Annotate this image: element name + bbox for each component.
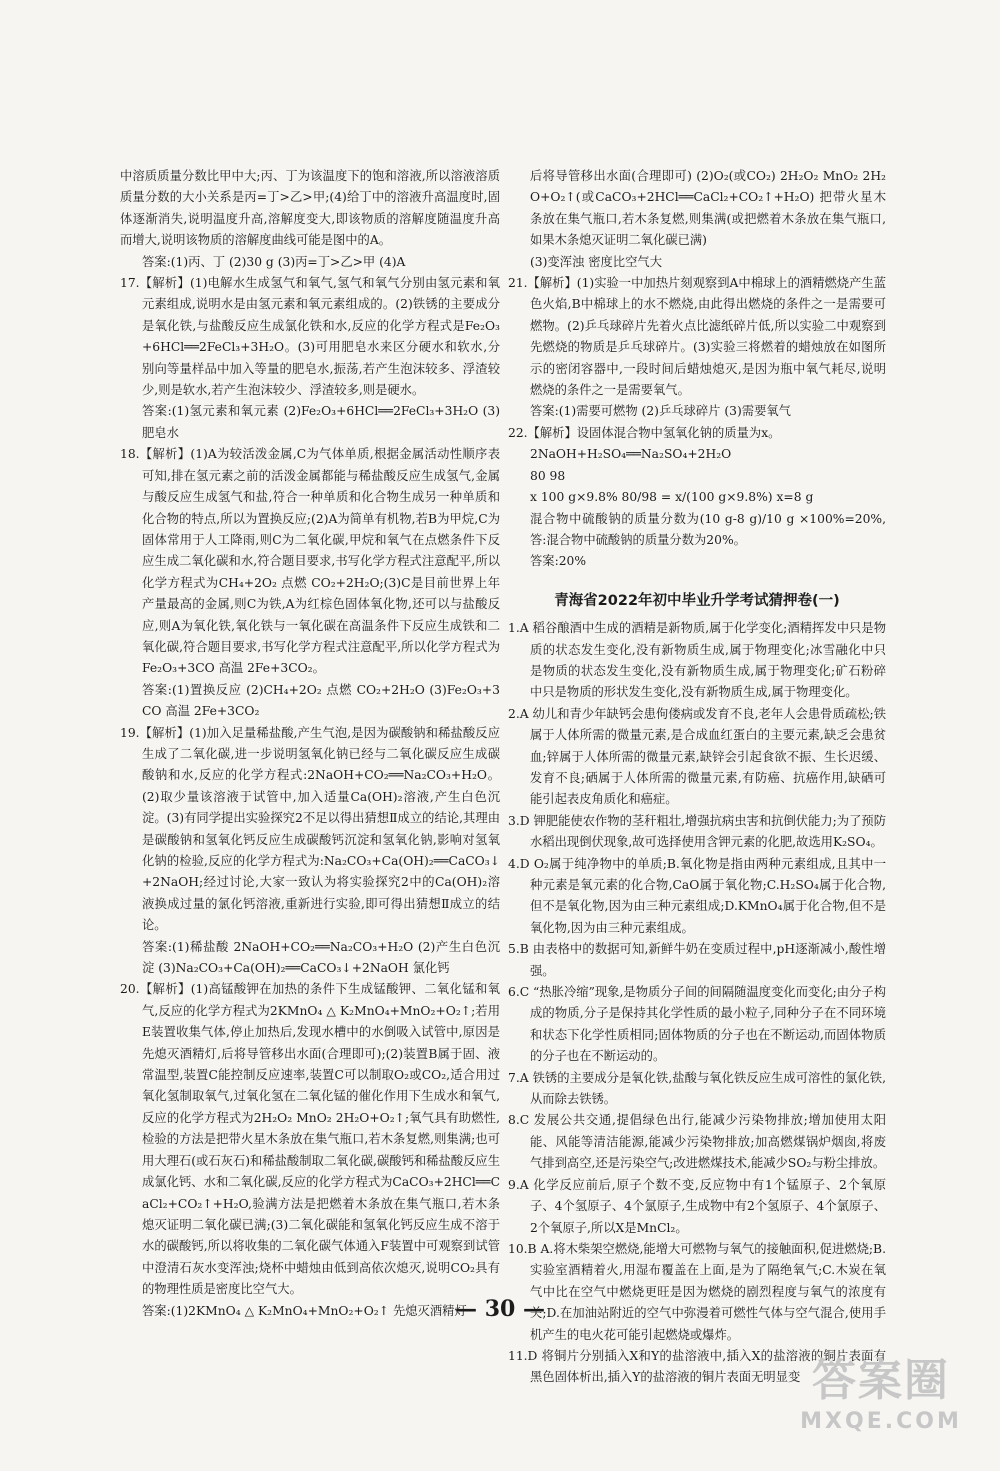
solution-17: 17.【解析】(1)电解水生成氢气和氧气,氢气和氧气分别由氢元素和氧元素组成,说明水是由氢元素和氧元素组成的。(2)铁锈的主要成分是氧化铁,与盐酸反应生成氯化铁和水,反应的化学方程式是Fe₂O₃+6HCl══2FeCl₃+3H₂O。(3)可用肥皂水来区分硬水和软水,分别向等量样品中加入等量的肥皂水,振荡,若产生泡沫较多、浮渣较少,则是软水,若产生泡沫较少、浮渣较多,则是硬水。 xyxy=(120,276,500,398)
question-item: 8.C 发展公共交通,提倡绿色出行,能减少污染物排放;增加使用太阳能、风能等清洁能源,能减少污染物排放;加高燃煤锅炉烟囱,将废气排到高空,还是污染空气;改进燃煤技术,能减少SO₂与粉尘排放。 xyxy=(508,1113,886,1171)
watermark-brand: 答案圈 xyxy=(812,1355,950,1406)
question-item: 10.B A.将木柴架空燃烧,能增大可燃物与氧气的接触面积,促进燃烧;B.实验室酒精着火,用湿布覆盖在上面,是为了隔绝氧气;C.木炭在氧气中比在空气中燃烧更旺是因为燃烧的剧烈程度与氧气的浓度有关;D.在加油站附近的空气中弥漫着可燃性气体与空气混合,使用手机产生的电火花可能引起燃烧或爆炸。 xyxy=(508,1241,886,1342)
solution-18: 18.【解析】(1)A为较活泼金属,C为气体单质,根据金属活动性顺序表可知,排在氢元素之前的活泼金属都能与稀盐酸反应生成氢气,金属与酸反应生成氢气和盐,符合一种单质和化合物生成另一种单质和化合物的特点,所以为置换反应;(2)A为简单有机物,若B为甲烷,C为固体常用于人工降雨,则C为二氧化碳,甲烷和氧气在点燃条件下反应生成二氧化碳和水,符合题目要求,书写化学方程式注意配平,所以化学方程式为CH₄+2O₂ 点燃 CO₂+2H₂O;(3)C是目前世界上年产量最高的金属,则C为铁,A为红棕色固体氧化物,还可以与盐酸反应,则A为氧化铁,氧化铁与一氧化碳在高温条件下反应生成铁和二氧化碳,符合题目要求,书写化学方程式注意配平,所以化学方程式为Fe₂O₃+3CO 高温 2Fe+3CO₂。 xyxy=(120,447,500,676)
watermark-site: MXQE.COM xyxy=(800,1409,962,1434)
answer-line: 答案:20% xyxy=(530,554,587,569)
answer-line: 答案:(1)氢元素和氧元素 (2)Fe₂O₃+6HCl══2FeCl₃+3H₂O (3)肥皂水 xyxy=(142,404,500,440)
equation-line: x 100 g×9.8% 80/98 = x/(100 g×9.8%) x=8 g xyxy=(530,490,814,505)
paragraph: 混合物中硫酸钠的质量分数为(10 g-8 g)/10 g ×100%=20%,答:混合物中硫酸钠的质量分数为20%。 xyxy=(530,511,886,547)
answer-line: 答案:(1)2KMnO₄ △ K₂MnO₄+MnO₂+O₂↑ 先熄灭酒精灯 xyxy=(142,1303,467,1318)
equation-line: 2NaOH+H₂SO₄══Na₂SO₄+2H₂O xyxy=(530,447,732,462)
solution-22: 22.【解析】设固体混合物中氢氧化钠的质量为x。 xyxy=(508,425,781,440)
paragraph: 后将导管移出水面(合理即可) (2)O₂(或CO₂) 2H₂O₂ MnO₂ 2H₂O+O₂↑(或CaCO₃+2HCl══CaCl₂+CO₂↑+H₂O) 把带火星木条放在集气瓶口,若木条复燃,则集满(或把燃着木条放在集气瓶口,如果木条熄灭证明二氧化碳已满) xyxy=(530,169,886,248)
answer-line: 答案:(1)丙、丁 (2)30 g (3)丙=丁>乙>甲 (4)A xyxy=(142,254,406,269)
question-item: 7.A 铁锈的主要成分是氧化铁,盐酸与氧化铁反应生成可溶性的氯化铁,从而除去铁锈。 xyxy=(508,1070,886,1107)
question-item: 5.B 由表格中的数据可知,新鲜牛奶在变质过程中,pH逐渐减小,酸性增强。 xyxy=(508,942,886,978)
answer-line: 答案:(1)置换反应 (2)CH₄+2O₂ 点燃 CO₂+2H₂O (3)Fe₂O₃+3CO 高温 2Fe+3CO₂ xyxy=(142,682,500,719)
answer-line: 答案:(1)稀盐酸 2NaOH+CO₂══Na₂CO₃+H₂O (2)产生白色沉淀 (3)Na₂CO₃+Ca(OH)₂══CaCO₃↓+2NaOH 氯化钙 xyxy=(142,939,500,976)
paragraph: (3)变浑浊 密度比空气大 xyxy=(530,254,662,269)
solution-20: 20.【解析】(1)高锰酸钾在加热的条件下生成锰酸钾、二氧化锰和氧气,反应的化学方程式为2KMnO₄ △ K₂MnO₄+MnO₂+O₂↑;若用E装置收集气体,停止加热后,发现水槽中的水倒吸入试管中,原因是先熄灭酒精灯,后将导管移出水面(合理即可);(2)装置B属于固、液常温型,装置C能控制反应速率,装置C可以制取O₂或CO₂,适合用过氧化氢制取氧气,过氧化氢在二氧化锰的催化作用下生成水和氧气,反应的化学方程式为2H₂O₂ MnO₂ 2H₂O+O₂↑;氧气具有助燃性,检验的方法是把带火星木条放在集气瓶口,若木条复燃,则集满;也可用大理石(或石灰石)和稀盐酸制取二氧化碳,碳酸钙和稀盐酸反应生成氯化钙、水和二氧化碳,反应的化学方程式为CaCO₃+2HCl══CaCl₂+CO₂↑+H₂O,验满方法是把燃着木条放在集气瓶口,若木条熄灭证明二氧化碳已满;(3)二氧化碳能和氢氧化钙反应生成不溶于水的碳酸钙,所以将收集的二氧化碳气体通入F装置中可观察到试管中澄清石灰水变浑浊;烧杯中蜡烛由低到高依次熄灭,说明CO₂具有的物理性质是密度比空气大。 xyxy=(120,982,500,1297)
section-title: 青海省2022年初中毕业升学考试猜押卷(一) xyxy=(554,592,840,609)
question-item: 1.A 稻谷酿酒中生成的酒精是新物质,属于化学变化;酒精挥发中只是物质的状态发生变化,没有新物质生成,属于物理变化;冰雪融化中只是物质的状态发生变化,没有新物质生成,属于物理变化;矿石粉碎中只是物质的形状发生变化,没有新物质生成,属于物理变化。 xyxy=(508,621,886,700)
watermark-logo xyxy=(776,1353,986,1463)
solution-21: 21.【解析】(1)实验一中加热片刻观察到A中棉球上的酒精燃烧产生蓝色火焰,B中棉球上的水不燃烧,由此得出燃烧的条件之一是需要可燃物。(2)乒乓球碎片先着火点比滤纸碎片低,所以实验二中观察到先燃烧的物质是乒乓球碎片。(3)实验三将燃着的蜡烛放在如图所示的密闭容器中,一段时间后蜡烛熄灭,是因为瓶中氧气耗尽,说明燃烧的条件之一是需要氧气。 xyxy=(508,276,886,398)
question-item: 2.A 幼儿和青少年缺钙会患佝偻病或发育不良,老年人会患骨质疏松;铁属于人体所需的微量元素,是合成血红蛋白的主要元素,缺乏会患贫血;锌属于人体所需的微量元素,缺锌会引起食欲不振、生长迟缓、发育不良;硒属于人体所需的微量元素,有防癌、抗癌作用,缺硒可能引起表皮角质化和癌症。 xyxy=(508,706,886,807)
question-item: 11.D 将铜片分别插入X和Y的盐溶液中,插入X的盐溶液的铜片表面有黑色固体析出,插入Y的盐溶液的铜片表面无明显变 xyxy=(508,1348,886,1385)
page-number: — 30 — xyxy=(455,1296,545,1322)
question-item: 4.D O₂属于纯净物中的单质;B.氧化物是指由两种元素组成,且其中一种元素是氧元素的化合物,CaO属于氧化物;C.H₂SO₄属于化合物,但不是氧化物,因为由三种元素组成;D.KMnO₄属于化合物,但不是氧化物,因为由三种元素组成。 xyxy=(508,856,886,935)
right-column xyxy=(508,166,886,1389)
left-column xyxy=(120,166,500,1322)
question-item: 9.A 化学反应前后,原子个数不变,反应物中有1个锰原子、2个氧原子、4个氢原子、4个氯原子,生成物中有2个氢原子、4个氯原子、2个氧原子,所以X是MnCl₂。 xyxy=(508,1177,886,1235)
answer-line: 答案:(1)需要可燃物 (2)乒乓球碎片 (3)需要氧气 xyxy=(530,404,791,419)
paragraph: 中溶质质量分数比甲中大;丙、丁为该温度下的饱和溶液,所以溶液溶质质量分数的大小关系是丙=丁>乙>甲;(4)给丁中的溶液升高温度时,固体逐渐消失,说明温度升高,溶解度变大,即该物质的溶解度随温度升高而增大,说明该物质的溶解度曲线可能是图中的A。 xyxy=(120,169,500,248)
question-item: 6.C “热胀冷缩”现象,是物质分子间的间隔随温度变化而变化;由分子构成的物质,分子是保持其化学性质的最小粒子,同种分子在不同环境和状态下化学性质相同;固体物质的分子也在不断运动,而固体物质的分子也在不断运动的。 xyxy=(508,985,886,1064)
question-item: 3.D 钾肥能使农作物的茎秆粗壮,增强抗病虫害和抗倒伏能力;为了预防水稻出现倒伏现象,故可选择使用含钾元素的化肥,故选用K₂SO₄。 xyxy=(508,813,886,850)
equation-line: 80 98 xyxy=(530,468,566,483)
solution-19: 19.【解析】(1)加入足量稀盐酸,产生气泡,是因为碳酸钠和稀盐酸反应生成了二氧化碳,进一步说明氢氧化钠已经与二氧化碳反应生成碳酸钠和水,反应的化学方程式:2NaOH+CO₂══Na₂CO₃+H₂O。(2)取少量该溶液于试管中,加入适量Ca(OH)₂溶液,产生白色沉淀。(3)有同学提出实验探究2不足以得出猜想Ⅱ成立的结论,其理由是碳酸钠和氢氧化钙反应生成碳酸钙沉淀和氢氧化钠,影响对氢氧化钠的检验,反应的化学方程式为:Na₂CO₃+Ca(OH)₂══CaCO₃↓+2NaOH;经过讨论,大家一致认为将实验探究2中的Ca(OH)₂溶液换成过量的氯化钙溶液,重新进行实验,即可得出猜想Ⅱ成立的结论。 xyxy=(120,725,500,933)
